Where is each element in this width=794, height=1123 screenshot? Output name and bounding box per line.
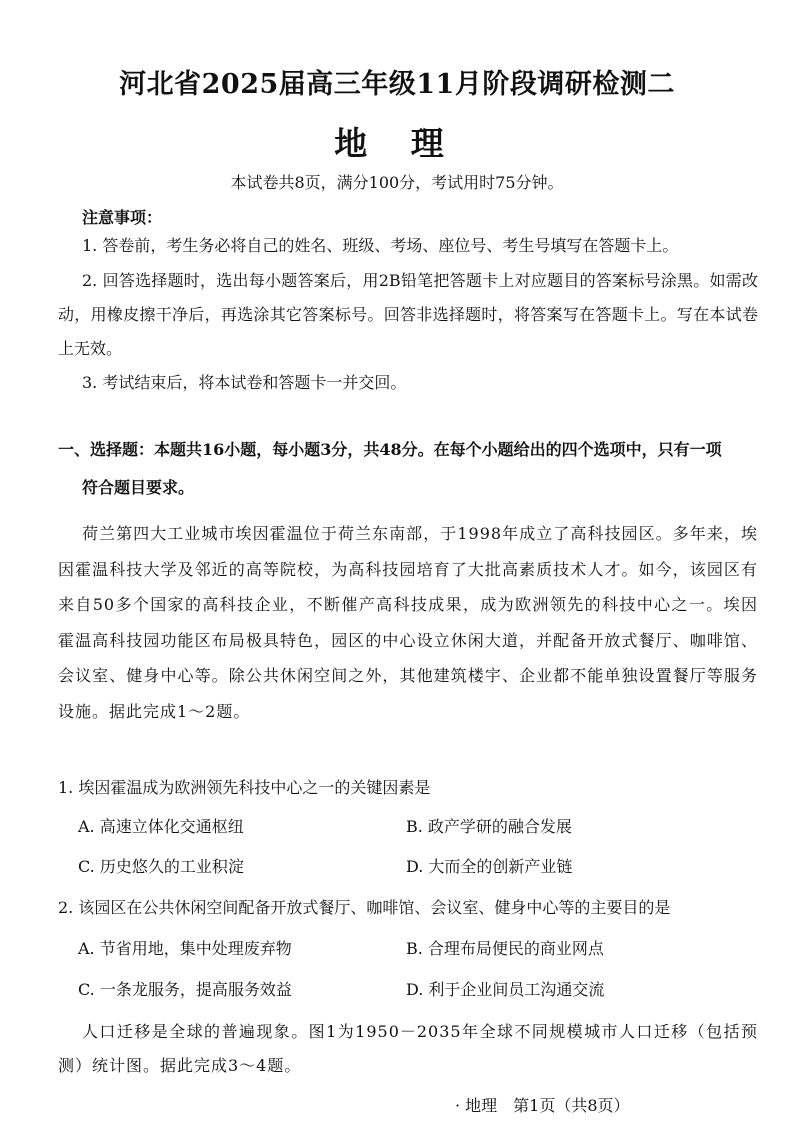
subject-title: 地 理 bbox=[334, 124, 460, 163]
notice-item-2: 2. 回答选择题时，选出每小题答案后，用2B铅笔把答题卡上对应题目的答案标号涂黑。如需改动，用橡皮擦干净后，再选涂其它答案标号。回答非选择题时，将答案写在答题卡上。写在本试卷上无效。 bbox=[58, 271, 758, 358]
q2-option-b: B. 合理布局便民的商业网点 bbox=[406, 939, 604, 958]
q1-option-c: C. 历史悠久的工业积淀 bbox=[78, 857, 244, 876]
section-heading-line-1: 一、选择题：本题共16小题，每小题3分，共48分。在每个小题给出的四个选项中，只有一项 bbox=[58, 440, 722, 459]
section-heading bbox=[58, 431, 762, 507]
exam-title: 河北省2025届高三年级11月阶段调研检测二 bbox=[119, 69, 675, 100]
passage-2: 人口迁移是全球的普遍现象。图1为1950－2035年全球不同规模城市人口迁移（包括预测）统计图。据此完成3～4题。 bbox=[58, 1022, 758, 1075]
q2-option-d: D. 利于企业间员工沟通交流 bbox=[406, 980, 605, 999]
page-footer: · 地理 第1页（共8页） bbox=[455, 1096, 630, 1115]
q1-option-b: B. 政产学研的融合发展 bbox=[406, 817, 572, 836]
passage-1: 荷兰第四大工业城市埃因霍温位于荷兰东南部，于1998年成立了高科技园区。多年来，埃因霍温科技大学及邻近的高等院校，为高科技园培育了大批高素质技术人才。如今，该园区有来自50多个国家的高科技企业，不断催产高科技成果，成为欧洲领先的科技中心之一。埃因霍温高科技园功能区布局极具特色，园区的中心设立休闲大道，并配备开放式餐厅、咖啡馆、会议室、健身中心等。除公共休闲空间之外，其他建筑楼宇、企业都不能单独设置餐厅等服务设施。据此完成1～2题。 bbox=[58, 524, 758, 721]
notice-heading: 注意事项： bbox=[82, 208, 163, 227]
section-heading-line-2: 符合题目要求。 bbox=[82, 478, 195, 497]
q1-option-d: D. 大而全的创新产业链 bbox=[406, 857, 573, 876]
q1-option-a: A. 高速立体化交通枢纽 bbox=[78, 817, 244, 836]
q2-option-a: A. 节省用地，集中处理废弃物 bbox=[78, 939, 292, 958]
question-2-stem: 2. 该园区在公共休闲空间配备开放式餐厅、咖啡馆、会议室、健身中心等的主要目的是 bbox=[58, 898, 671, 917]
notice-item-1: 1. 答卷前，考生务必将自己的姓名、班级、考场、座位号、考生号填写在答题卡上。 bbox=[82, 236, 679, 255]
notice-item-3: 3. 考试结束后，将本试卷和答题卡一并交回。 bbox=[82, 373, 407, 392]
exam-info: 本试卷共8页，满分100分，考试用时75分钟。 bbox=[230, 173, 564, 192]
q2-option-c: C. 一条龙服务，提高服务效益 bbox=[78, 980, 292, 999]
question-1-stem: 1. 埃因霍温成为欧洲领先科技中心之一的关键因素是 bbox=[58, 778, 431, 797]
